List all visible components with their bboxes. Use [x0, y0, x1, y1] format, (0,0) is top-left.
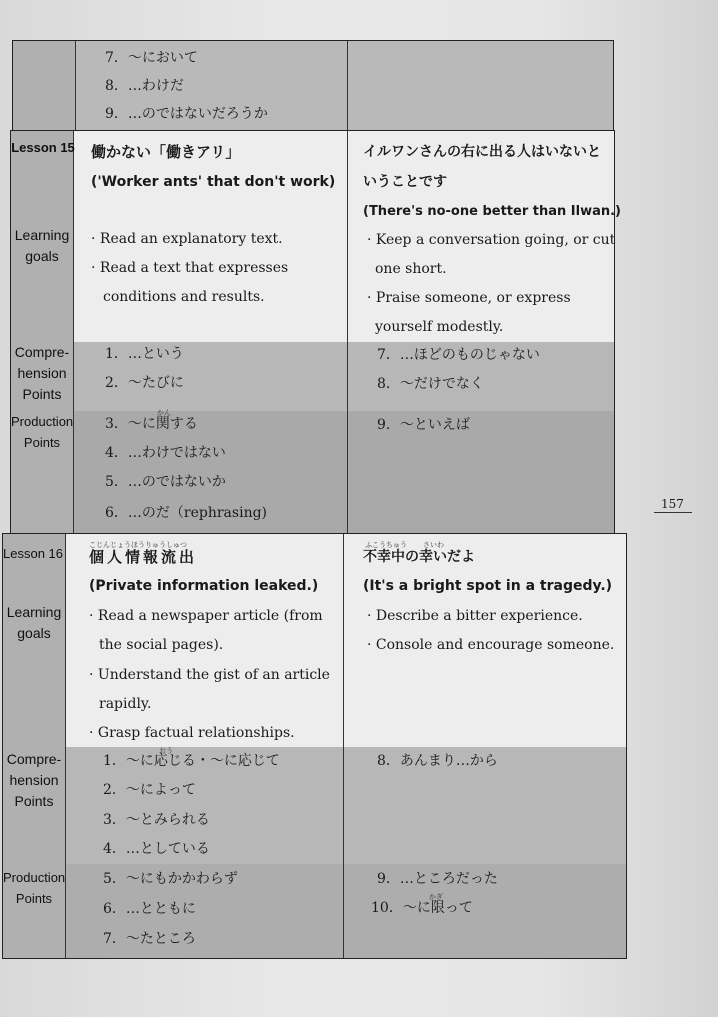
list-item: 9．～といえば [377, 417, 470, 433]
goal-item: · Read a text that expresses [91, 260, 289, 276]
list-item: 7．～において [105, 50, 198, 66]
lesson15-left-title-jp: 働かない「働きアリ」 [91, 143, 241, 161]
furigana: かぎ [429, 893, 443, 901]
list-item: 3．～とみられる [103, 812, 210, 828]
goal-item: · Understand the gist of an article [89, 667, 330, 683]
list-item: 6．…とともに [103, 901, 196, 917]
list-item: 4．…としている [103, 841, 210, 857]
lesson16-right-title-en: (It's a bright spot in a tragedy.) [363, 578, 613, 594]
comprehension-points-label: Compre-hension Points [14, 344, 70, 402]
learning-goals-label: Learning goals [14, 227, 70, 264]
furigana: こじんじょうほうりゅうしゅつ [89, 541, 187, 549]
lesson16-left-title-jp: 個人情報流出 [89, 548, 198, 566]
goal-item: · Read an explanatory text. [91, 231, 283, 247]
lesson16-label: Lesson 16 [3, 546, 63, 561]
lesson15-left-title-en: ('Worker ants' that don't work) [91, 174, 336, 190]
furigana: おう [159, 747, 173, 755]
lesson16-right-title-jp: 不幸中の幸いだよ [363, 549, 475, 565]
goal-item: · Praise someone, or express [367, 290, 571, 306]
goal-item: one short. [375, 261, 447, 277]
list-item: 4．…わけではない [105, 445, 226, 461]
goal-item: · Console and encourage someone. [367, 637, 615, 653]
list-item: 1．…という [105, 346, 184, 362]
list-item: 8．～だけでなく [377, 376, 484, 392]
list-item: 7．…ほどのものじゃない [377, 347, 540, 363]
list-item: 9．…のではないだろうか [105, 106, 268, 122]
list-item: 7．～たところ [103, 931, 196, 947]
lesson15-label: Lesson 15 [11, 140, 75, 155]
page-number: 157 [661, 497, 684, 511]
list-item: 1．～に応じる・～に応じて [103, 753, 280, 769]
goal-item: yourself modestly. [375, 319, 504, 335]
list-item: 2．～たびに [105, 375, 184, 391]
list-item: 8．…わけだ [105, 78, 184, 94]
goal-item: the social pages). [99, 637, 224, 653]
lesson15-right-title-jp: イルワンさんの右に出る人はいないと [363, 144, 601, 160]
list-item: 3．～に関する [105, 416, 198, 432]
table-top [12, 40, 614, 132]
comprehension-points-label: Compre-hension Points [6, 751, 62, 809]
goal-item: · Grasp factual relationships. [89, 725, 295, 741]
learning-goals-label: Learning goals [6, 604, 62, 641]
furigana: かん [157, 409, 171, 417]
goal-item: · Keep a conversation going, or cut [367, 232, 616, 248]
lesson15-right-title-en: (There's no-one better than Ilwan.) [363, 204, 622, 219]
page-number-rule [654, 512, 692, 513]
list-item: 9．…ところだった [377, 871, 498, 887]
lesson16-block [2, 533, 627, 959]
furigana: さいわ [423, 541, 444, 549]
goal-item: conditions and results. [103, 289, 265, 305]
furigana: ふこうちゅう [365, 541, 407, 549]
list-item: 6．…のだ（rephrasing) [105, 505, 268, 521]
lesson16-left-title-en: (Private information leaked.) [89, 578, 319, 594]
goal-item: · Read a newspaper article (from [89, 608, 323, 624]
goal-item: rapidly. [99, 696, 152, 712]
production-points-label: Production Points [11, 414, 74, 450]
goal-item: · Describe a bitter experience. [367, 608, 583, 624]
list-item: 2．～によって [103, 782, 196, 798]
list-item: 5．…のではないか [105, 474, 226, 490]
list-item: 10．～に限って [371, 900, 473, 916]
production-points-label: Production Points [3, 870, 66, 906]
lesson15-right-title-jp-2: いうことです [363, 174, 447, 190]
lesson15-block [10, 130, 622, 535]
list-item: 5．～にもかかわらず [103, 871, 238, 887]
list-item: 8．あんまり…から [377, 753, 498, 769]
